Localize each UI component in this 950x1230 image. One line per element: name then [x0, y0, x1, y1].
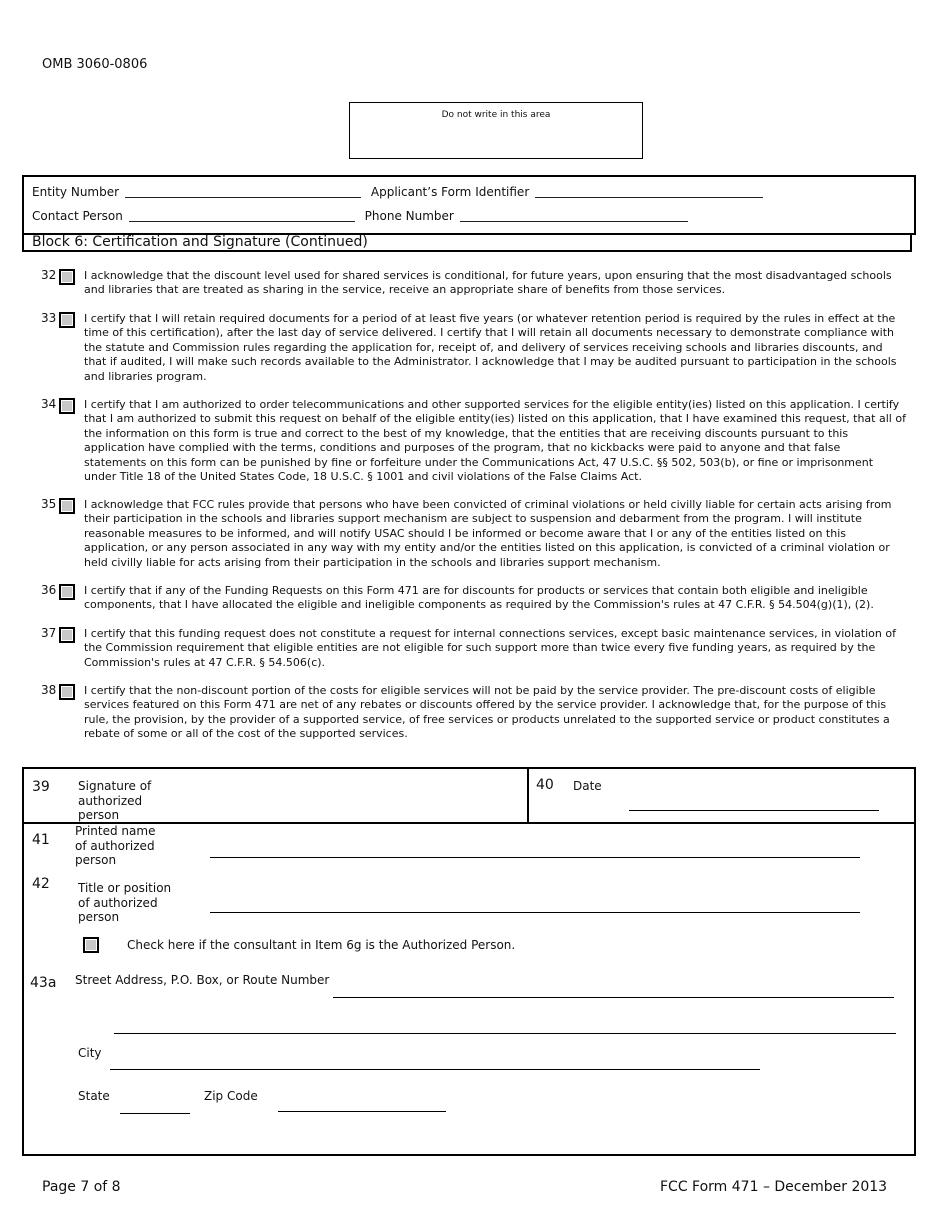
item-number: 37 — [41, 626, 57, 640]
item-number: 38 — [41, 683, 57, 697]
signature-box — [22, 767, 916, 1156]
item-40-number: 40 — [536, 777, 554, 793]
certification-item — [36, 684, 906, 742]
state-field[interactable] — [120, 1113, 190, 1114]
do-not-write-area — [349, 102, 643, 159]
omb-number: OMB 3060-0806 — [42, 57, 148, 72]
date-field[interactable] — [629, 810, 879, 811]
contact-person-field[interactable] — [129, 209, 355, 222]
certification-text: I certify that if any of the Funding Requests on this Form 471 are for discounts for products or services that contain both eligible and ineligible components, that I have allocated the eligible and ineligible components as required by the Commission's rules at 47 C.F.R. § 54.504(g)(1), (2). — [84, 584, 874, 612]
certification-text: I certify that I will retain required documents for a period of at least five years (or whatever retention period is required by the rules in effect at the time of this certification), after the last day of service delivered. I certify that I will retain all documents necessary to demonstrate compliance with the statute and Commission rules regarding the application for, receipt of, and delivery of services receiving schools and libraries discounts, and that if audited, I will make such records available to the Administrator. I acknowledge that I may be audited pursuant to participation in the schools and libraries program. — [84, 312, 897, 383]
signature-field[interactable] — [174, 777, 524, 821]
form-identifier-field[interactable] — [535, 185, 763, 198]
certification-text: I certify that this funding request does not constitute a request for internal connections services, except basic maintenance services, in violation of the Commission requirement that eligible entities are not eligible for such support more than twice every five funding years, as required by the Commission's rules at 47 C.F.R. § 54.506(c). — [84, 627, 896, 669]
certify-checkbox[interactable] — [59, 584, 75, 600]
item-42-number: 42 — [32, 876, 50, 892]
date-label: Date — [573, 779, 602, 793]
contact-person-label: Contact Person — [32, 209, 123, 223]
certify-checkbox[interactable] — [59, 684, 75, 700]
certification-item — [36, 627, 906, 670]
certify-checkbox[interactable] — [59, 498, 75, 514]
zip-code-field[interactable] — [278, 1111, 446, 1112]
certification-item — [36, 312, 906, 384]
entity-number-field[interactable] — [125, 185, 361, 198]
item-41-number: 41 — [32, 832, 50, 848]
item-39-number: 39 — [32, 779, 50, 795]
printed-name-field[interactable] — [210, 857, 860, 858]
certification-text: I acknowledge that FCC rules provide that persons who have been convicted of criminal violations or held civilly liable for certain acts arising from their participation in the schools and libraries support mechanism are subject to suspension and debarment from the program. I will institute reasonable measures to be informed, and will notify USAC should I be informed or become aware that I or any of the entities listed on this application, or any person associated in any way with my entity and/or the entities listed on this application, is convicted of a criminal violation or held civilly liable for acts arising from their participation in the schools and libraries support mechanism. — [84, 498, 892, 569]
city-field[interactable] — [110, 1069, 760, 1070]
entity-number-label: Entity Number — [32, 185, 120, 199]
street-address-field-line2[interactable] — [114, 1033, 896, 1034]
column-divider — [527, 769, 529, 822]
item-number: 34 — [41, 397, 57, 411]
certify-checkbox[interactable] — [59, 269, 75, 285]
state-label: State — [78, 1089, 110, 1103]
certify-checkbox[interactable] — [59, 627, 75, 643]
contact-row — [32, 209, 694, 223]
street-address-label: Street Address, P.O. Box, or Route Number — [75, 973, 330, 987]
certification-text: I certify that the non-discount portion of the costs for eligible services will not be paid by the service provider. The pre-discount costs of eligible services featured on this Form 471 are net of any rebates or discounts offered by the service provider. I acknowledge that, for the purpose of this rule, the provision, by the provider of a supported service, of free services or products unrelated to the supported service or product constitutes a rebate of some or all of the cost of the supported services. — [84, 684, 890, 741]
certification-text: I certify that I am authorized to order telecommunications and other supported services for the eligible entity(ies) listed on this application. I certify that I am authorized to submit this request on behalf of the eligible entity(ies) listed on this application, that I have examined this request, that all of the information on this form is true and correct to the best of my knowledge, that the entities that are receiving discounts pursuant to this application have complied with the terms, conditions and purposes of the program, that no kickbacks were paid to anyone and that false statements on this form can be punished by fine or forfeiture under the Communications Act, 47 U.S.C. §§ 502, 503(b), or fine or imprisonment under Title 18 of the United States Code, 18 U.S.C. § 1001 and civil violations of the False Claims Act. — [84, 398, 906, 484]
do-not-write-label: Do not write in this area — [441, 110, 551, 120]
street-address-field[interactable] — [333, 997, 894, 998]
form-identifier-label: Applicant’s Form Identifier — [370, 185, 530, 199]
title-label: Title or position of authorized person — [78, 881, 172, 924]
printed-name-label: Printed name of authorized person — [75, 824, 156, 867]
phone-number-label: Phone Number — [364, 209, 454, 223]
certification-item — [36, 269, 906, 298]
block-title: Block 6: Certification and Signature (Continued) — [22, 233, 912, 252]
item-number: 33 — [41, 311, 57, 325]
certification-text: I acknowledge that the discount level used for shared services is conditional, for future years, upon ensuring that the most disadvantaged schools and libraries that are treated as sharing in the service, receive an appropriate share of benefits from those services. — [84, 269, 892, 297]
page-number: Page 7 of 8 — [42, 1179, 121, 1195]
zip-code-label: Zip Code — [204, 1089, 258, 1103]
form-name: FCC Form 471 – December 2013 — [660, 1179, 888, 1195]
city-label: City — [78, 1046, 102, 1060]
certify-checkbox[interactable] — [59, 398, 75, 414]
consultant-checkbox[interactable] — [83, 937, 99, 953]
title-field[interactable] — [210, 912, 860, 913]
item-number: 36 — [41, 583, 57, 597]
certify-checkbox[interactable] — [59, 312, 75, 328]
item-number: 35 — [41, 497, 57, 511]
consultant-check-label: Check here if the consultant in Item 6g is the Authorized Person. — [127, 938, 516, 952]
item-number: 32 — [41, 268, 57, 282]
certification-item — [36, 584, 906, 613]
signature-label: Signature of authorized person — [78, 779, 152, 822]
certification-item — [36, 498, 906, 570]
phone-number-field[interactable] — [460, 209, 688, 222]
applicant-id-box — [22, 175, 916, 235]
certification-item — [36, 398, 906, 484]
entity-row — [32, 185, 769, 199]
item-43a-number: 43a — [30, 975, 57, 991]
